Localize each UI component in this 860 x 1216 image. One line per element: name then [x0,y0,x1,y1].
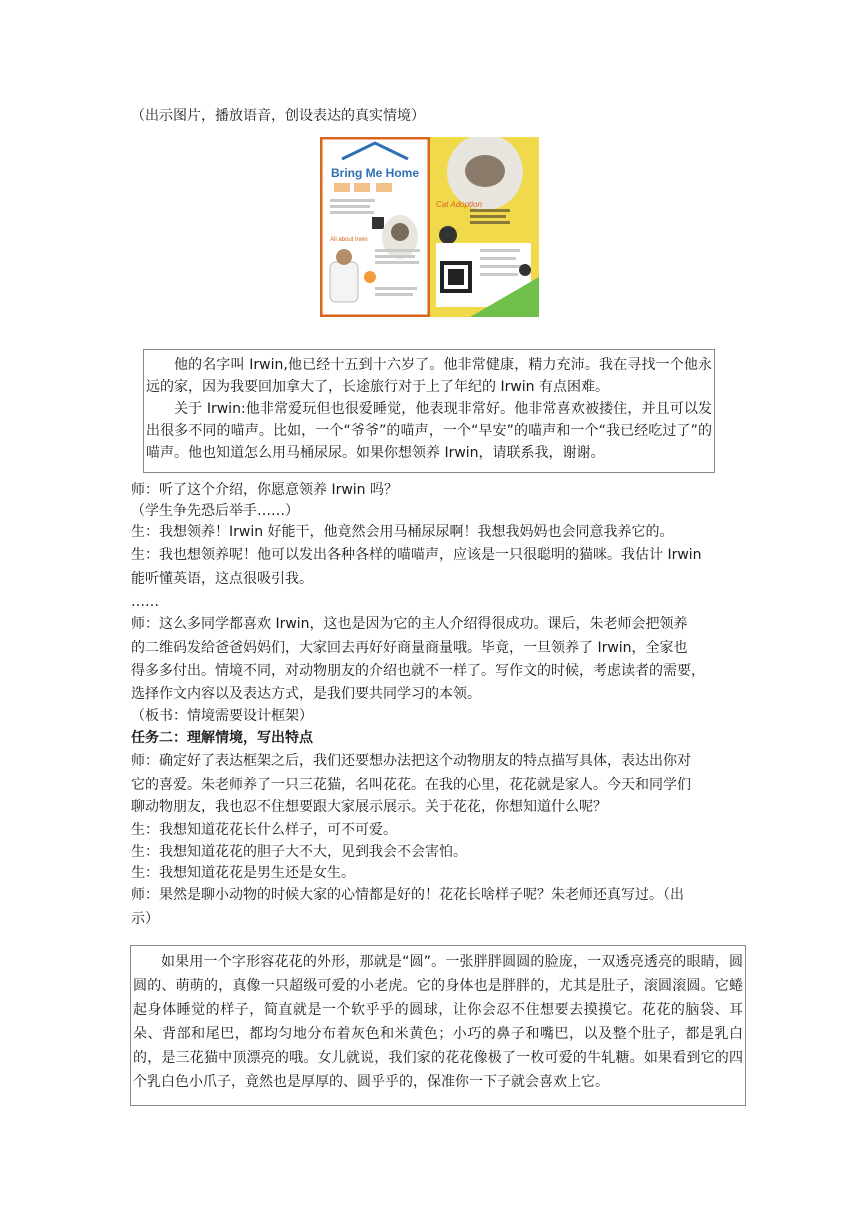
irwin-intro-paragraph-1: 他的名字叫 Irwin,他已经十五到十六岁了。他非常健康，精力充沛。我在寻找一个他永远的家，因为我要回加拿大了，长途旅行对于上了年纪的 Irwin 有点困难。 [146,357,712,395]
student-line-continued: 能听懂英语，这点很吸引我。 [131,571,313,587]
teacher-line-continued: 的二维码发给爸爸妈妈们，大家回去再好好商量商量哦。毕竟，一旦领养了 Irwin，全家也 [131,640,688,656]
teacher-line: 师：确定好了表达框架之后，我们还要想办法把这个动物朋友的特点描写具体，表达出你对 [131,753,691,769]
irwin-intro-box [143,349,715,473]
adoption-poster-image [320,137,539,317]
irwin-intro-paragraph-2: 关于 Irwin:他非常爱玩但也很爱睡觉，他表现非常好。他非常喜欢被搂住，并且可以发出很多不同的喵声。比如，一个“爷爷”的喵声，一个“早安”的喵声和一个“我已经吃过了”的喵声。他也知道怎么用马桶尿尿。如果你想领养 Irwin，请联系我，谢谢。 [146,401,712,461]
teacher-line: 师：果然是聊小动物的时候大家的心情都是好的！花花长啥样子呢？朱老师还真写过。（出 [131,887,684,903]
task-heading: 任务二：理解情境，写出特点 [131,730,313,746]
teacher-line-continued: 聊动物朋友，我也忍不住想要跟大家展示展示。关于花花，你想知道什么呢？ [131,799,607,815]
poster-right-heading: Cat Adoption [436,200,482,209]
poster-title: Bring Me Home [330,166,420,180]
student-line: 生：我也想领养呢！他可以发出各种各样的喵喵声，应该是一只很聪明的猫咪。我估计 Irwin [131,547,702,563]
blackboard-note: （板书：情境需要设计框架） [131,708,313,724]
student-line: 生：我想领养！Irwin 好能干，他竟然会用马桶尿尿啊！我想我妈妈也会同意我养它的。 [131,524,674,540]
teacher-line-continued: 得多多付出。情境不同，对动物朋友的介绍也就不一样了。写作文的时候，考虑读者的需要， [131,663,705,679]
intro-note: （出示图片，播放语音，创设表达的真实情境） [131,108,425,124]
ellipsis: …… [131,594,159,610]
teacher-line-continued: 它的喜爱。朱老师养了一只三花猫，名叫花花。在我的心里，花花就是家人。今天和同学们 [131,777,691,793]
teacher-line: 师：听了这个介绍，你愿意领养 Irwin 吗？ [131,482,398,498]
student-line: 生：我想知道花花是男生还是女生。 [131,865,355,881]
poster-section-label: All about Irwin [330,237,368,243]
stage-note: （学生争先恐后举手……） [131,503,299,519]
teacher-line-continued: 示） [131,911,159,927]
huahua-description-paragraph: 如果用一个字形容花花的外形，那就是“圆”。一张胖胖圆圆的脸庞，一双透亮透亮的眼睛，圆圆的、萌萌的，真像一只超级可爱的小老虎。它的身体也是胖胖的，尤其是肚子，滚圆滚圆。它蜷起身体睡觉的样子，简直就是一个软乎乎的圆球，让你会忍不住想要去摸摸它。花花的脑袋、耳朵、背部和尾巴，都均匀地分布着灰色和米黄色；小巧的鼻子和嘴巴，以及整个肚子，都是乳白的，是三花猫中顶漂亮的哦。女儿就说，我们家的花花像极了一枚可爱的牛轧糖。如果看到它的四个乳白色小爪子，竟然也是厚厚的、圆乎乎的，保准你一下子就会喜欢上它。 [133,954,743,1090]
teacher-line-continued: 选择作文内容以及表达方式，是我们要共同学习的本领。 [131,686,481,702]
student-line: 生：我想知道花花长什么样子，可不可爱。 [131,822,397,838]
student-line: 生：我想知道花花的胆子大不大，见到我会不会害怕。 [131,844,467,860]
teacher-line: 师：这么多同学都喜欢 Irwin，这也是因为它的主人介绍得很成功。课后，朱老师会把领养 [131,616,688,632]
huahua-description-box [130,945,746,1106]
